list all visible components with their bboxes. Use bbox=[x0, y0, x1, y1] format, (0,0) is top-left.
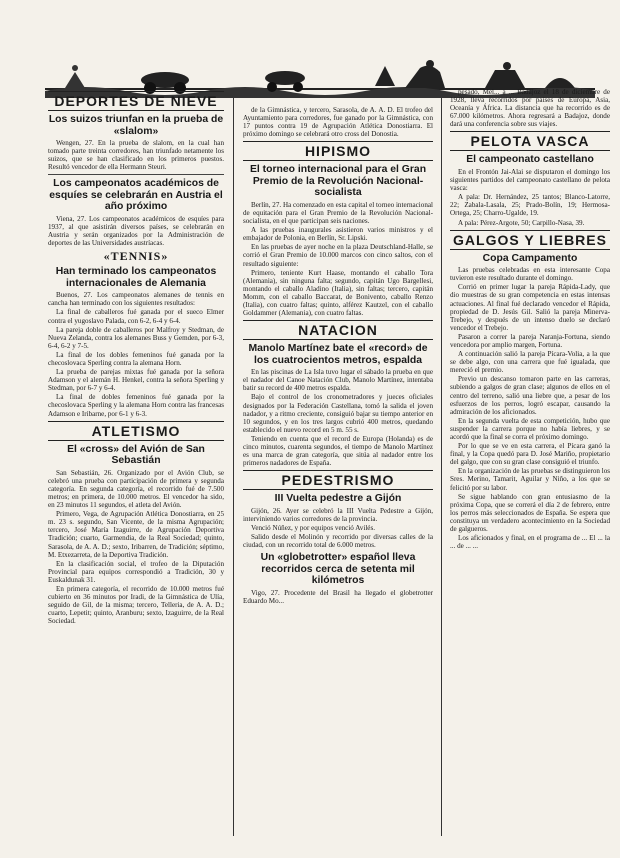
newspaper-page bbox=[30, 6, 610, 834]
article-paragraph: Venció Núñez, y por equipos venció Avilés. bbox=[251, 524, 375, 532]
article-paragraph: La final de dobles femeninos fué ganada por la checoslovaca Sperling y la alemana Horn contra las francesas Adamson e Iribarne, por 6-1 y 6-3. bbox=[48, 393, 224, 418]
article-paragraph: En la segunda vuelta de esta competición, hubo que suspender la carrera porque no había liebres, y se acordó que la final se corra el próximo domingo. bbox=[450, 416, 610, 441]
article-paragraph: Corrió en primer lugar la pareja Rápida-Lady, que dio muestras de su gran competencia en estas intensas actuaciones. Al final fué declarado vencedor el Rápida, propiedad de D. Jesús Gil. Salió la pareja Minerva-Trebejo, y después de un intenso duelo se declaró vencedor el Trebejo. bbox=[450, 283, 610, 332]
article-paragraph: Bajo el control de los cronometradores y jueces oficiales designados por la Federación Castellana, tomó la salida el joven nadador, y a ritmo creciente, consiguió bajar su tiempo anterior en 10 segundos, y en los tres largos cubrió 400 metros, quedando establecido el nuevo record en 5 m. 55 s. bbox=[243, 393, 433, 434]
article-paragraph: Berlín, 27. Ha comenzado en esta capital el torneo internacional de equitación para el Gran Premio de la Revolución Nacional-socialista, en el que participan seis naciones. bbox=[243, 200, 433, 226]
article-paragraph: A pala: Pérez-Argote, 50; Carpillo-Nasa, 39. bbox=[458, 218, 585, 227]
article-paragraph: Se sigue hablando con gran entusiasmo de la próxima Copa, que se correrá el día 2 de febrero, entre los perros más seleccionados de España. Se espera que constituya un verdadero acontecimiento en la Sociedad de galgueros. bbox=[450, 492, 610, 534]
article-paragraph: Vigo, 27. Procedente del Brasil ha llegado el globetrotter Eduardo Mo... bbox=[243, 588, 433, 605]
section-title-galgos-liebres: GALGOS Y LIEBRES bbox=[450, 230, 610, 250]
article-paragraph: pesado, Mel... a ... Badajoz el 18 de diciembre de 1928, lleva recorridos por países de Europa, Asia, Oceanía y África. La distancia que ha recorrido es de 67.000 kilómetros. Ahora regresará a Badajoz, donde dará una conferencia sobre sus viajes. bbox=[450, 88, 610, 129]
headline-globetrotter: Un «globetrotter» español lleva recorridos cerca de setenta mil kilómetros bbox=[260, 552, 416, 587]
column-1 bbox=[48, 88, 224, 840]
section-title-deportes-nieve: DEPORTES DE NIEVE bbox=[48, 91, 224, 111]
article-paragraph: La prueba de parejas mixtas fué ganada por la señora Adamson y el alemán H. Henkel, contra la señora Sperling y Stedman, por 6-7 y 6-4. bbox=[48, 368, 224, 393]
divider bbox=[48, 174, 224, 175]
headline-campeonato-castellano: El campeonato castellano bbox=[466, 154, 594, 166]
article-paragraph: Gijón, 26. Ayer se celebró la III Vuelta Pedestre a Gijón, interviniendo varios corredores de la provincia. bbox=[243, 506, 433, 523]
section-title-tennis: «TENNIS» bbox=[103, 249, 169, 264]
article-paragraph: A las pruebas inaugurales asistieron varios ministros y el embajador de Polonia, en Berlín, Sr. Lipski. bbox=[243, 226, 433, 243]
article-paragraph: Previo un descanso tomaron parte en las carreras, subiendo a galgos de gran clase; algunos de ellos en el centro del terreno, salió una liebre que, a pesar de los esfuerzos de los perros, logró escapar, causando la admiración de los aficionados. bbox=[450, 375, 610, 416]
headline-suizos: Los suizos triunfan en la prueba de «slalom» bbox=[48, 114, 224, 137]
article-paragraph: Viena, 27. Los campeonatos académicos de esquíes para 1937, al que asistirán diversos países, se celebrarán en Austria y serán organizados por la Administración de deportes de las Universidades austríacas. bbox=[48, 214, 224, 248]
article-paragraph: Wengen, 27. En la prueba de slalom, en la cual han tomado parte treinta corredores, han triunfado netamente los suizos, que se han clasificado en los primeros puestos. Resultó vencedor de ella Hermann Steuri. bbox=[48, 139, 224, 172]
headline-academicos: Los campeonatos académicos de esquíes se celebrarán en Austria el año próximo bbox=[49, 178, 223, 213]
article-paragraph: Pasaron a correr la pareja Naranja-Fortuna, siendo vencedora por amplio margen, Fortuna. bbox=[450, 332, 610, 349]
article-paragraph: Buenos, 27. Los campeonatos alemanes de tennis en cancha han terminado con los siguientes resultados: bbox=[48, 291, 224, 308]
article-paragraph: A continuación salió la pareja Pícara-Volia, a la que se debe algo, con una carrera que fué igualada, que mereció el premio. bbox=[450, 350, 610, 375]
article-paragraph: En las pruebas de ayer noche en la plaza Deutschland-Halle, se corrió el Gran Premio de 10.000 marcos con cinco saltos, con el resultado siguiente: bbox=[243, 243, 433, 268]
article-paragraph: En primera categoría, el recorrido de 10.000 metros fué cubierto en 36 minutos por Iradi, de la Gimnástica de Ulía, seguido de Gil, de la misma; tercero, Telleria, de A. A. D.; cuarto, Lepetit; quinto, Aranburu; sexto, Izaguirre, de la Real Sociedad. bbox=[48, 584, 224, 626]
column-3 bbox=[450, 88, 610, 840]
column-2 bbox=[243, 106, 433, 858]
article-paragraph: La pareja doble de caballeros por Malfroy y Stedman, de Nueva Zelanda, contra los alemanes Buss y Gemden, por 6-3, 6-4, 6-2 y 7-5. bbox=[48, 325, 224, 350]
article-paragraph: Teniendo en cuenta que el record de Europa (Holanda) es de cinco minutos, cuarenta segundos, el tiempo de Manolo Martínez es una marca de gran categoría, que sitúa al nadador entre los primeros nadadores de España. bbox=[243, 434, 433, 468]
article-paragraph: Los aficionados y final, en el programa de ... El ... la ... de ... ... bbox=[450, 534, 610, 551]
article-paragraph: de la Gimnástica, y tercero, Sarasola, de A. A. D. El trofeo del Ayuntamiento para corredores, fue ganado por la Gimnástica, con 17 puntos contra 19 de Agrupación Atlética Donostiarra. El próximo domingo se celebrará otro cross del Donostia. bbox=[243, 106, 433, 139]
article-paragraph: San Sebastián, 26. Organizado por el Avión Club, se celebró una prueba con participación de primera y segunda categoría. En segunda categoría, el recorrido fué de 7.500 metros; en primera, de 10.000 metros. El vencedor ha sido, en 23 minutos 11 segundos, el atleta del Avión. bbox=[48, 468, 224, 510]
article-paragraph: En la clasificación social, el trofeo de la Diputación Provincial para equipos correspondió a Tradición, 30 y Euskaldunak 31. bbox=[48, 559, 224, 584]
article-paragraph: En el Frontón Jai-Alai se disputaron el domingo los siguientes partidos del campeonato castellano de pelota vasca: bbox=[450, 167, 610, 193]
headline-vuelta-gijon: III Vuelta pedestre a Gijón bbox=[274, 493, 402, 505]
section-title-natacion: NATACION bbox=[243, 320, 433, 340]
article-paragraph: Las pruebas celebradas en esta interesante Copa tuvieron este resultado durante el domingo. bbox=[450, 266, 610, 283]
section-title-pedestrismo: PEDESTRISMO bbox=[243, 470, 433, 490]
article-paragraph: Salido desde el Molinón y recorrido por diversas calles de la ciudad, con un recorrido total de 6.000 metros. bbox=[243, 533, 433, 550]
headline-torneo: El torneo internacional para el Gran Premio de la Revolución Nacional-socialista bbox=[249, 164, 427, 199]
article-paragraph: Por lo que se ve en esta carrera, el Pícara ganó la final, y la Copa quedó para D. José Mariño, propietario del galgo, que con su gran clase consiguió el triunfo. bbox=[450, 442, 610, 467]
section-title-pelota-vasca: PELOTA VASCA bbox=[450, 131, 610, 151]
headline-natacion: Manolo Martínez bate el «record» de los cuatrocientos metros, espalda bbox=[248, 343, 428, 366]
column-divider bbox=[441, 96, 442, 836]
article-paragraph: La final de los dobles femeninos fué ganada por la checoslovaca Sperling contra la alemana Horn. bbox=[48, 350, 224, 367]
article-paragraph: En la organización de las pruebas se distinguieron los Sres. Merino, Tamarit, Aguilar y Niño, a los que se felicitó por su labor. bbox=[450, 467, 610, 492]
article-paragraph: La final de caballeros fué ganada por el sueco Elmer contra el yugoslavo Palada, con 6-2, 6-4 y 6-4. bbox=[48, 308, 224, 325]
column-divider bbox=[233, 96, 234, 836]
article-paragraph: Primero, teniente Kurt Haase, montando el caballo Tora (Alemania), sin ninguna falta; segundo, capitán Ugo Bargellesi, montando el caballo Aladino (Italia), sin faltas; tercero, capitán Momm, con el caballo Baccarat, de Bonivento, caballo Renzo (Italia), con cuatro faltas; quinto, alférez Kautzel, con el caballo Goldammer (Alemania), con cuatro faltas. bbox=[243, 268, 433, 318]
section-title-hipismo: HIPISMO bbox=[243, 141, 433, 161]
headline-cross: El «cross» del Avión de San Sebastián bbox=[67, 443, 205, 467]
headline-copa-campamento: Copa Campamento bbox=[482, 252, 578, 264]
headline-tennis: Han terminado los campeonatos internacionales de Alemania bbox=[55, 266, 217, 289]
article-paragraph: Primero, Vega, de Agrupación Atlética Donostiarra, en 25 m. 23 s. segundo, San Vicente, de la misma Agrupación; tercero, José María Izaguirre, de Agrupación Deportiva Tradición; cuarto, Garmendia, de la Real Sociedad; quinto, Sarasola, de A. A. D.; sexto, Iribarren, de Tradición; séptimo, M. Etxezarreta, de la Deportiva Tradición. bbox=[48, 510, 224, 559]
article-paragraph: A pala: Dr. Hernández, 25 tantos; Blanco-Latorre, 22; Zabala-Lasala, 25; Prado-Bolín, 19; Hermosa-Ortega, 25; Charro-Ugalde, 19. bbox=[450, 193, 610, 218]
article-paragraph: En las piscinas de La Isla tuvo lugar el sábado la prueba en que el nadador del Canoe Natación Club, Manolo Martínez, intentaba batir su record de 400 metros espalda. bbox=[243, 368, 433, 393]
section-title-atletismo: ATLETISMO bbox=[48, 421, 224, 441]
